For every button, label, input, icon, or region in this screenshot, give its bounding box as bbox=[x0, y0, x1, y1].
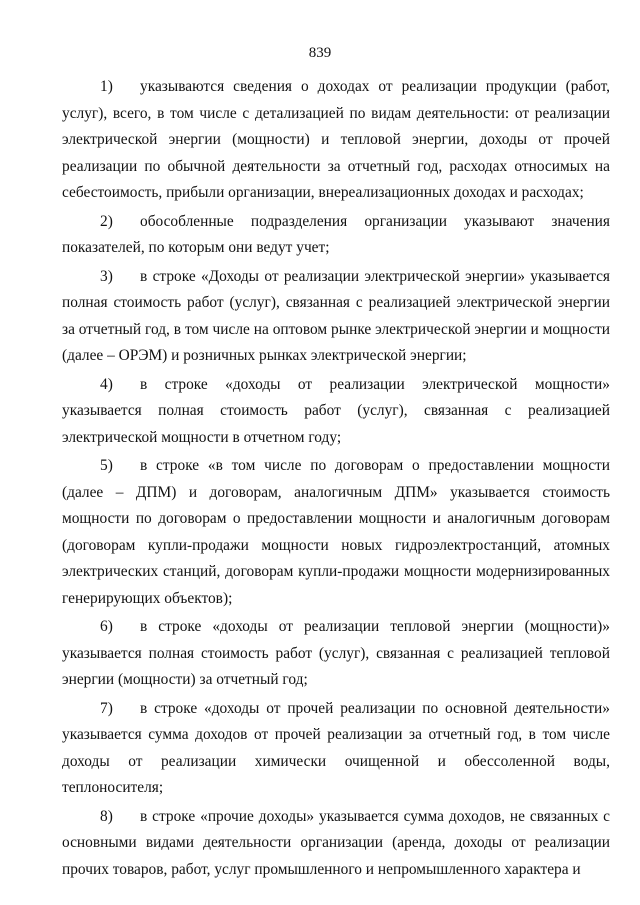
item-text: указываются сведения о доходах от реализации продукции (работ, услуг), всего, в том числе с детализацией по видам деятельности: от реализации электрической энергии (мощности) и тепловой энергии, доходы от прочей реализации по обычной деятельности за отчетный год, расходах относимых на себестоимость, прибыли организации, внереализационных доходах и расходах; bbox=[62, 78, 610, 201]
item-number: 2) bbox=[100, 212, 113, 230]
list-item-2 bbox=[62, 209, 610, 262]
list-item-3 bbox=[62, 264, 610, 370]
item-text: в строке «Доходы от реализации электрической энергии» указывается полная стоимость работ (услуг), связанная с реализацией электрической энергии за отчетный год, в том числе на оптовом рынке электрической энергии и мощности (далее – ОРЭМ) и розничных рынках электрической энергии; bbox=[62, 267, 610, 364]
list-item-4 bbox=[62, 372, 610, 452]
list-item-8 bbox=[62, 804, 610, 884]
item-number: 1) bbox=[100, 78, 113, 95]
item-number: 5) bbox=[100, 457, 113, 474]
item-text: обособленные подразделения организации указывают значения показателей, по которым они ведут учет; bbox=[62, 212, 610, 256]
document-body bbox=[62, 74, 610, 885]
item-number: 7) bbox=[100, 699, 113, 717]
item-number: 4) bbox=[100, 375, 113, 393]
item-number: 8) bbox=[100, 807, 113, 825]
item-text: в строке «прочие доходы» указывается сумма доходов, не связанных с основными видами деятельности организации (аренда, доходы от реализации прочих товаров, работ, услуг промышленного и непромышленного характера и bbox=[62, 807, 610, 878]
list-item-1 bbox=[62, 74, 610, 207]
list-item-6 bbox=[62, 614, 610, 694]
list-item-7 bbox=[62, 696, 610, 802]
item-number: 3) bbox=[100, 267, 113, 285]
item-text: в строке «доходы от реализации тепловой энергии (мощности)» указывается полная стоимость работ (услуг), связанная с реализацией тепловой энергии (мощности) за отчетный год; bbox=[62, 618, 610, 688]
item-number: 6) bbox=[100, 618, 113, 635]
page-number: 839 bbox=[308, 45, 332, 61]
item-text: в строке «в том числе по договорам о предоставлении мощности (далее – ДПМ) и договорам, аналогичным ДПМ» указывается стоимость мощности по договорам о предоставлении мощности и аналогичным договорам (договорам купли-продажи мощности новых гидроэлектростанций, атомных электрических станций, договорам купли-продажи мощности модернизированных генерирующих объектов); bbox=[62, 457, 610, 607]
item-text: в строке «доходы от реализации электрической мощности» указывается полная стоимость работ (услуг), связанная с реализацией электрической мощности в отчетном году; bbox=[62, 375, 610, 446]
list-item-5 bbox=[62, 453, 610, 612]
item-text: в строке «доходы от прочей реализации по основной деятельности» указывается сумма доходов от прочей реализации за отчетный год, в том числе доходы от реализации химически очищенной и обессоленной воды, теплоносителя; bbox=[62, 699, 610, 796]
